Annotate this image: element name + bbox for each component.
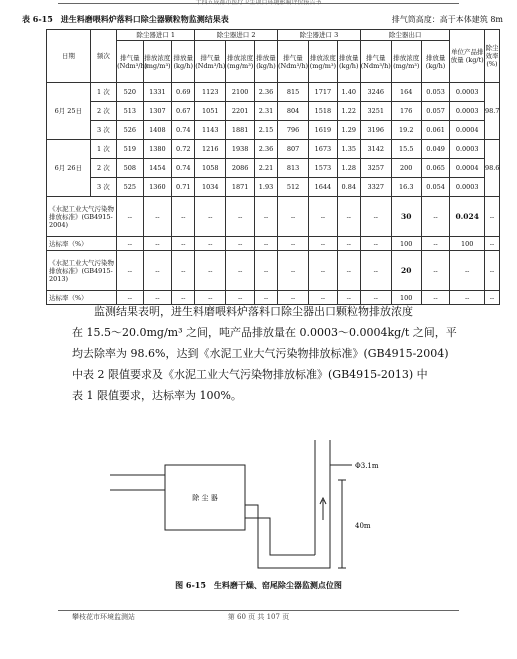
header-unit-emission: 单位产品排放量 (kg/t) [450, 30, 484, 83]
rate-2013-label: 达标率（%） [47, 291, 117, 305]
value-cell: 3196 [360, 121, 391, 140]
header-freq: 频次 [90, 30, 116, 83]
cell: -- [450, 291, 484, 305]
value-cell: 1058 [195, 159, 226, 178]
standard-2004-conc: 30 [391, 197, 421, 237]
cell: -- [255, 291, 278, 305]
value-cell: 2.15 [255, 121, 278, 140]
cell: -- [278, 237, 309, 251]
cell: -- [421, 291, 450, 305]
cell: -- [255, 251, 278, 291]
header-inlet-2: 除尘器进口 2 [195, 30, 278, 41]
value-cell: 813 [278, 159, 309, 178]
value-cell: 1360 [143, 178, 172, 197]
freq-cell: 2 次 [90, 159, 116, 178]
value-cell: 15.5 [391, 140, 421, 159]
cell: -- [226, 251, 255, 291]
value-cell: 512 [278, 178, 309, 197]
cell: -- [172, 237, 195, 251]
value-cell: 526 [117, 121, 143, 140]
page-number: 第 60 页 共 107 页 [227, 613, 290, 621]
cell: -- [195, 251, 226, 291]
value-cell: 0.065 [421, 159, 450, 178]
cell: -- [226, 197, 255, 237]
value-cell: 1518 [309, 102, 338, 121]
value-cell: 513 [117, 102, 143, 121]
value-cell: 815 [278, 83, 309, 102]
value-cell: 1034 [195, 178, 226, 197]
cell: -- [421, 251, 450, 291]
header-inlet-1: 除尘器进口 1 [117, 30, 195, 41]
cell: -- [143, 251, 172, 291]
para-line-3: 均去除率为 98.6%，达到《水泥工业大气污染物排放标准》(GB4915-2004) [72, 347, 449, 360]
value-cell: 2.31 [255, 102, 278, 121]
value-cell: 1.93 [255, 178, 278, 197]
standard-2004-unit: 0.024 [450, 197, 484, 237]
value-cell: 525 [117, 178, 143, 197]
table-row [47, 140, 500, 159]
date-cell: 6月 25日 [47, 83, 91, 140]
freq-cell: 3 次 [90, 178, 116, 197]
sub-flow-2: 排气量 (Ndm³/h) [195, 41, 226, 83]
cell: -- [309, 251, 338, 291]
cell: -- [226, 237, 255, 251]
cell: -- [484, 197, 499, 237]
standard-2013-label: 《水泥工业大气污染物排放标准》(GB4915-2013) [47, 251, 117, 291]
value-cell: 2.36 [255, 83, 278, 102]
value-cell: 1.35 [337, 140, 360, 159]
cell: -- [309, 237, 338, 251]
value-cell: 2.21 [255, 159, 278, 178]
cell: -- [172, 251, 195, 291]
cell: -- [255, 197, 278, 237]
value-cell: 3246 [360, 83, 391, 102]
cell: -- [484, 237, 499, 251]
sub-conc-out: 排放浓度 (mg/m³) [391, 41, 421, 83]
cell: -- [421, 237, 450, 251]
value-cell: 520 [117, 83, 143, 102]
header-text: 十四五成都市医疗卫生项目环境影响评价报告书 [195, 0, 322, 6]
cell: -- [360, 291, 391, 305]
value-cell: 2100 [226, 83, 255, 102]
header-outlet: 除尘器出口 [360, 30, 450, 41]
rate-2004-conc: 100 [391, 237, 421, 251]
table-row [47, 121, 500, 140]
value-cell: 0.67 [172, 102, 195, 121]
value-cell: 2086 [226, 159, 255, 178]
value-cell: 0.0003 [450, 140, 484, 159]
value-cell: 519 [117, 140, 143, 159]
freq-cell: 3 次 [90, 121, 116, 140]
value-cell: 1123 [195, 83, 226, 102]
table-row [47, 178, 500, 197]
standard-2004-label: 《水泥工业大气污染物排放标准》(GB4915-2004) [47, 197, 117, 237]
table-title: 表 6-15 进生料磨喂料炉落料口除尘器颗粒物监测结果表 [22, 14, 229, 24]
outlet-duct-outer [245, 518, 315, 555]
value-cell: 1.22 [337, 102, 360, 121]
value-cell: 1871 [226, 178, 255, 197]
cell: -- [195, 197, 226, 237]
cell: -- [172, 291, 195, 305]
sub-rate-2: 排放量 (kg/h) [255, 41, 278, 83]
cell: -- [195, 291, 226, 305]
value-cell: 0.061 [421, 121, 450, 140]
value-cell: 0.049 [421, 140, 450, 159]
outlet-duct-inner [245, 440, 330, 568]
sub-flow-1: 排气量 (Ndm³/h) [117, 41, 143, 83]
value-cell: 0.0003 [450, 178, 484, 197]
value-cell: 1331 [143, 83, 172, 102]
value-cell: 2201 [226, 102, 255, 121]
value-cell: 0.71 [172, 178, 195, 197]
cell: -- [309, 197, 338, 237]
rate-2004-label: 达标率（%） [47, 237, 117, 251]
value-cell: 176 [391, 102, 421, 121]
value-cell: 1051 [195, 102, 226, 121]
figure-caption: 图 6-15 生料磨干燥、窑尾除尘器监测点位图 [175, 580, 342, 590]
sub-conc-2: 排放浓度 (mg/m³) [226, 41, 255, 83]
height-label: 40m [355, 522, 371, 530]
value-cell: 1619 [309, 121, 338, 140]
value-cell: 0.84 [337, 178, 360, 197]
cell: -- [278, 197, 309, 237]
value-cell: 0.0004 [450, 121, 484, 140]
value-cell: 19.2 [391, 121, 421, 140]
value-cell: 804 [278, 102, 309, 121]
cell: -- [226, 291, 255, 305]
sub-rate-1: 排放量 (kg/h) [172, 41, 195, 83]
para-line-2: 在 15.5～20.0mg/m³ 之间，吨产品排放量在 0.0003～0.0004kg/t 之间，平 [72, 326, 457, 339]
value-cell: 807 [278, 140, 309, 159]
header-inlet-3: 除尘器进口 3 [278, 30, 361, 41]
value-cell: 0.057 [421, 102, 450, 121]
table-row [47, 102, 500, 121]
efficiency-cell: 98.7 [484, 83, 499, 140]
sub-conc-1: 排放浓度 (mg/m³) [143, 41, 172, 83]
value-cell: 0.69 [172, 83, 195, 102]
cell: -- [117, 251, 143, 291]
value-cell: 1216 [195, 140, 226, 159]
para-line-4: 中表 2 限值要求及《水泥工业大气污染物排放标准》(GB4915-2013) 中 [72, 368, 428, 381]
cell: -- [360, 237, 391, 251]
standard-2013-conc: 20 [391, 251, 421, 291]
value-cell: 0.74 [172, 159, 195, 178]
value-cell: 1408 [143, 121, 172, 140]
value-cell: 1644 [309, 178, 338, 197]
monitoring-point-diagram [110, 430, 410, 575]
cell: -- [143, 197, 172, 237]
cell: -- [360, 251, 391, 291]
cell: -- [309, 291, 338, 305]
cell: -- [360, 197, 391, 237]
value-cell: 2.36 [255, 140, 278, 159]
cell: -- [337, 251, 360, 291]
value-cell: 0.74 [172, 121, 195, 140]
sub-rate-out: 排放量 (kg/h) [421, 41, 450, 83]
result-paragraph [72, 301, 464, 406]
rate-2004-unit: 100 [450, 237, 484, 251]
value-cell: 16.3 [391, 178, 421, 197]
cell: -- [143, 291, 172, 305]
efficiency-cell: 98.6 [484, 140, 499, 197]
cell: -- [255, 237, 278, 251]
rate-2013-conc: 100 [391, 291, 421, 305]
cell: -- [421, 197, 450, 237]
footer-org: 攀枝花市环境监测站 [72, 613, 135, 621]
value-cell: 1143 [195, 121, 226, 140]
cell: -- [450, 251, 484, 291]
cell: -- [337, 197, 360, 237]
cell: -- [278, 251, 309, 291]
value-cell: 0.0003 [450, 83, 484, 102]
para-line-1: 监测结果表明，进生料磨喂料炉落料口除尘器出口颗粒物排放浓度 [94, 305, 413, 318]
cell: -- [484, 251, 499, 291]
table-caption [22, 14, 503, 26]
value-cell: 200 [391, 159, 421, 178]
cell: -- [337, 237, 360, 251]
table-note: 排气筒高度：高于本体建筑 8m [391, 15, 503, 24]
sub-flow-out: 排气量 (Ndm³/h) [360, 41, 391, 83]
sub-rate-3: 排放量 (kg/h) [337, 41, 360, 83]
freq-cell: 1 次 [90, 83, 116, 102]
cell: -- [195, 237, 226, 251]
cell: -- [484, 291, 499, 305]
value-cell: 1938 [226, 140, 255, 159]
value-cell: 3142 [360, 140, 391, 159]
value-cell: 796 [278, 121, 309, 140]
cell: -- [117, 197, 143, 237]
diameter-label: Φ3.1m [355, 462, 379, 470]
freq-cell: 2 次 [90, 102, 116, 121]
freq-cell: 1 次 [90, 140, 116, 159]
value-cell: 508 [117, 159, 143, 178]
header-efficiency: 除尘效率 (%) [484, 30, 499, 83]
value-cell: 1717 [309, 83, 338, 102]
table-row [47, 83, 500, 102]
value-cell: 3251 [360, 102, 391, 121]
value-cell: 1307 [143, 102, 172, 121]
value-cell: 1380 [143, 140, 172, 159]
value-cell: 0.0004 [450, 159, 484, 178]
value-cell: 1673 [309, 140, 338, 159]
table-row [47, 159, 500, 178]
value-cell: 1.29 [337, 121, 360, 140]
cell: -- [278, 291, 309, 305]
cell: -- [337, 291, 360, 305]
cell: -- [117, 237, 143, 251]
value-cell: 1881 [226, 121, 255, 140]
value-cell: 1573 [309, 159, 338, 178]
monitoring-table [46, 29, 500, 305]
cell: -- [117, 291, 143, 305]
box-label: 除 尘 器 [192, 494, 218, 502]
header-date: 日期 [47, 30, 91, 83]
value-cell: 0.054 [421, 178, 450, 197]
cell: -- [143, 237, 172, 251]
value-cell: 1.40 [337, 83, 360, 102]
para-line-5: 表 1 限值要求，达标率为 100%。 [72, 389, 242, 402]
sub-conc-3: 排放浓度 (mg/m³) [309, 41, 338, 83]
date-cell: 6月 26日 [47, 140, 91, 197]
value-cell: 3257 [360, 159, 391, 178]
value-cell: 1.28 [337, 159, 360, 178]
cell: -- [172, 197, 195, 237]
value-cell: 0.053 [421, 83, 450, 102]
value-cell: 164 [391, 83, 421, 102]
value-cell: 1454 [143, 159, 172, 178]
value-cell: 3327 [360, 178, 391, 197]
value-cell: 0.72 [172, 140, 195, 159]
value-cell: 0.0003 [450, 102, 484, 121]
sub-flow-3: 排气量 (Ndm³/h) [278, 41, 309, 83]
